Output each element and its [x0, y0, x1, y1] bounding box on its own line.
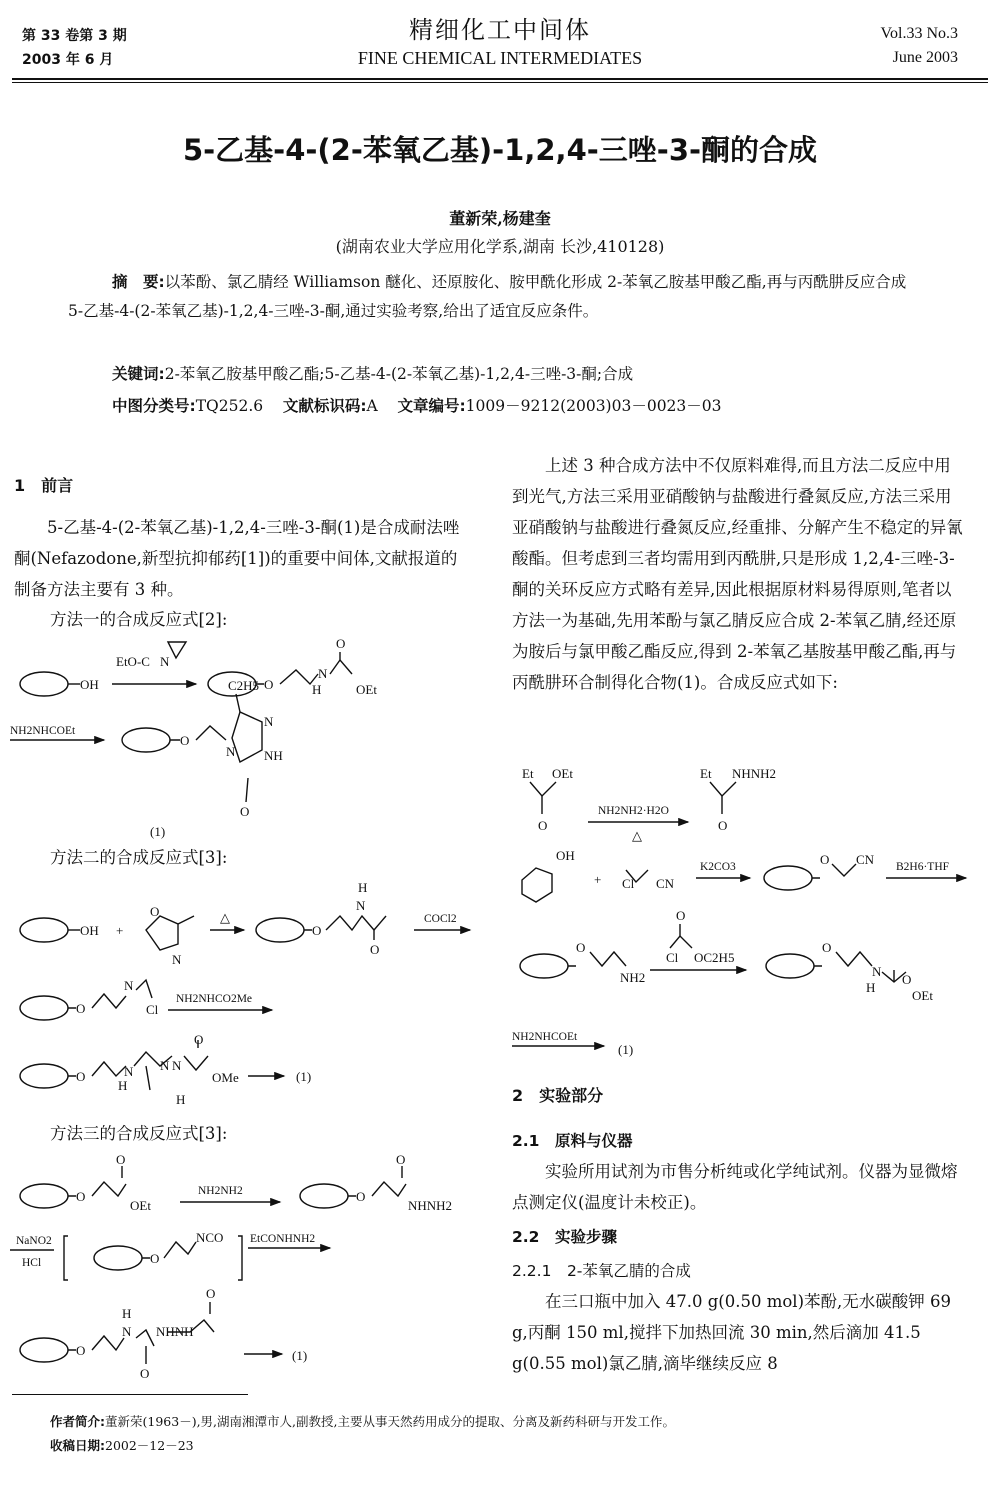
section-2-2-heading: 2.2 实验步骤 — [512, 1228, 617, 1246]
paper-authors: 董新荣,杨建奎 — [449, 209, 551, 228]
issue-vol-cn: 第 33 卷第 3 期 — [22, 28, 127, 44]
method-3-label: 方法三的合成反应式[3]: — [50, 1124, 228, 1143]
scheme-r-oet-2: OEt — [912, 988, 933, 1003]
scheme-compound-1: (1) — [150, 824, 166, 839]
scheme-nhnh: NHNH — [156, 1324, 194, 1339]
scheme-o-8: O — [150, 1251, 160, 1266]
scheme-o-5: O — [76, 1069, 86, 1084]
section-2-2-1-heading: 2.2.1 2-苯氧乙腈的合成 — [512, 1262, 691, 1280]
scheme-o-carbonyl-1: O — [336, 636, 346, 651]
scheme-reagent-nano2: NaNO2 — [16, 1235, 52, 1247]
scheme-r-plus: + — [594, 872, 602, 887]
keywords — [112, 362, 633, 384]
scheme-reagent-cocl2: COCl2 — [424, 913, 457, 925]
scheme-o-carbonyl-4: O — [116, 1152, 126, 1167]
method-1-label: 方法一的合成反应式[2]: — [50, 610, 228, 629]
scheme-oh-1: OH — [80, 677, 99, 692]
scheme-r-cl-1: Cl — [622, 876, 635, 891]
reaction-scheme-right — [500, 760, 980, 1070]
scheme-n-1: N — [318, 666, 328, 681]
scheme-reagent-etconhnh2: EtCONHNH2 — [250, 1233, 316, 1245]
scheme-o-7: O — [356, 1189, 366, 1204]
paper-affiliation: (湖南农业大学应用化学系,湖南 长沙,410128) — [335, 237, 665, 256]
journal-title-block — [300, 14, 700, 70]
received-date-label: 收稿日期: — [50, 1438, 105, 1453]
scheme-n-7: N — [122, 1324, 132, 1339]
scheme-reagent-hcl: HCl — [22, 1257, 42, 1269]
scheme-o-carbonyl-2: O — [370, 942, 380, 957]
journal-issue-right — [881, 22, 959, 70]
abstract — [68, 268, 908, 326]
scheme-r-compound-1: (1) — [618, 1042, 634, 1057]
scheme-compound-1c: (1) — [292, 1348, 308, 1363]
classification — [112, 394, 722, 416]
scheme-n-2: N — [356, 898, 366, 913]
received-date — [50, 1434, 675, 1458]
materials-paragraph: 实验所用试剂为市售分析纯或化学纯试剂。仪器为显微熔点测定仪(温度计未校正)。 — [512, 1162, 958, 1212]
author-note — [50, 1410, 675, 1434]
scheme-h-2: H — [358, 880, 368, 895]
scheme-o-4: O — [76, 1001, 86, 1016]
scheme-h-5: H — [122, 1306, 132, 1321]
scheme-n-3: N — [124, 978, 134, 993]
scheme-nh-ring: NH — [264, 748, 283, 763]
doc-code-label: 文献标识码: — [282, 397, 367, 415]
scheme-r-nh2: NH2 — [620, 970, 646, 985]
intro-paragraph: 5-乙基-4-(2-苯氧乙基)-1,2,4-三唑-3-酮(1)是合成耐法唑酮(Nefazodone,新型抗抑郁药[1])的重要中间体,文献报道的制备方法主要有 3 种。 — [14, 518, 460, 599]
scheme-r-oh: OH — [556, 848, 575, 863]
section-2-1-heading: 2.1 原料与仪器 — [512, 1132, 633, 1150]
scheme-delta-1: △ — [220, 910, 230, 925]
scheme-r-n: N — [872, 964, 882, 979]
journal-name-cn: 精细化工中间体 — [409, 16, 591, 44]
scheme-n-ring-1: N — [264, 714, 274, 729]
issue-vol-en: Vol.33 No.3 — [880, 25, 958, 42]
scheme-o-oxazoline: O — [150, 904, 160, 919]
scheme-n-5: N — [160, 1058, 170, 1073]
abstract-text: 以苯酚、氯乙腈经 Williamson 醚化、还原胺化、胺甲酰化形成 2-苯氧乙胺基甲酸乙酯,再与丙酰肼反应合成 5-乙基-4-(2-苯氧乙基)-1,2,4-三唑-3-酮,通过实验考察,给出了适宜反应条件。 — [68, 273, 907, 320]
scheme-r-o-carbonyl: O — [676, 908, 686, 923]
keywords-text: 2-苯氧乙胺基甲酸乙酯;5-乙基-4-(2-苯氧乙基)-1,2,4-三唑-3-酮;合成 — [164, 365, 634, 383]
keywords-label: 关键词: — [112, 365, 165, 383]
scheme-h-3: H — [118, 1078, 128, 1093]
scheme-r-h: H — [866, 980, 876, 995]
scheme-r-nhnh2: NHNH2 — [732, 766, 777, 781]
scheme-oet-1: OEt — [356, 682, 377, 697]
author-note-label: 作者简介: — [50, 1414, 105, 1429]
scheme-o-carbonyl-7: O — [206, 1286, 216, 1301]
scheme-o-3: O — [312, 923, 322, 938]
scheme-o-carbonyl-6: O — [140, 1366, 150, 1381]
scheme-plus-1: + — [116, 923, 124, 938]
scheme-o-9: O — [76, 1343, 86, 1358]
footnote — [50, 1410, 675, 1458]
footnote-rule — [12, 1394, 248, 1395]
scheme-compound-1b: (1) — [296, 1069, 312, 1084]
scheme-r-cl-2: Cl — [666, 950, 679, 965]
scheme-r-o-3: O — [820, 852, 830, 867]
scheme-oh-2: OH — [80, 923, 99, 938]
header-rule — [12, 78, 988, 80]
scheme-r-oc2h5: OC2H5 — [694, 950, 735, 965]
scheme-nhnh2: NHNH2 — [408, 1198, 453, 1213]
article-no-value: 1009－9212(2003)03－0023－03 — [465, 397, 722, 415]
scheme-r-b2h6: B2H6·THF — [896, 861, 950, 873]
scheme-n-aziridine: N — [160, 654, 170, 669]
scheme-etoc: EtO-C — [116, 654, 150, 669]
scheme-c2h5: C2H5 — [228, 678, 260, 693]
author-note-text: 董新荣(1963－),男,湖南湘潭市人,副教授,主要从事天然药用成分的提取、分离及新药科研与开发工作。 — [105, 1414, 675, 1429]
scheme-nco: NCO — [196, 1230, 224, 1245]
scheme-reagent-nh2nhcooet-1: NH2NHCOEt — [10, 725, 76, 737]
scheme-r-et-1: Et — [522, 766, 534, 781]
scheme-r-oet: OEt — [552, 766, 573, 781]
scheme-n-4: N — [124, 1064, 134, 1079]
article-no-label: 文章编号: — [397, 397, 466, 415]
method-2-label: 方法二的合成反应式[3]: — [50, 848, 228, 867]
scheme-r-o-1: O — [538, 818, 548, 833]
scheme-reagent-nh2nhco2me: NH2NHCO2Me — [176, 993, 253, 1005]
doc-code-value: A — [366, 397, 378, 415]
reaction-schemes-left — [0, 630, 500, 1390]
issue-date-en: June 2003 — [892, 49, 958, 66]
scheme-o-1: O — [264, 677, 274, 692]
scheme-r-cn-1: CN — [656, 876, 675, 891]
scheme-r-k2co3: K2CO3 — [700, 861, 736, 873]
abstract-label: 摘 要: — [112, 273, 165, 291]
scheme-r-delta: △ — [632, 828, 642, 843]
scheme-n-oxazoline: N — [172, 952, 182, 967]
received-date-value: 2002－12－23 — [105, 1438, 194, 1453]
scheme-n-ring-2: N — [226, 744, 236, 759]
header-rule-thin — [12, 82, 988, 83]
scheme-n-6: N — [172, 1058, 182, 1073]
scheme-r-cn-2: CN — [856, 852, 875, 867]
scheme-r-o-4: O — [576, 940, 586, 955]
issue-date-cn: 2003 年 6 月 — [22, 52, 114, 68]
scheme-h-4: H — [176, 1092, 186, 1107]
scheme-r-et-2: Et — [700, 766, 712, 781]
scheme-o-ring: O — [240, 804, 250, 819]
paper-title: 5-乙基-4-(2-苯氧乙基)-1,2,4-三唑-3-酮的合成 — [182, 133, 818, 167]
discussion-paragraph: 上述 3 种合成方法中不仅原料难得,而且方法二反应中用到光气,方法三采用亚硝酸钠与盐酸进行叠氮反应,方法三采用亚硝酸钠与盐酸进行叠氮反应,经重排、分解产生不稳定的异氰酸酯。但考虑到三者均需用到丙酰肼,只是形成 1,2,4-三唑-3-酮的关环反应方式略有差异,因此根据原材料易得原则,笔者以方法一为基础,先用苯酚与氯乙腈反应合成 2-苯氧乙腈,经还原为胺后与氯甲酸乙酯反应,得到 2-苯氧乙基胺基甲酸乙酯,再与丙酰肼环合制得化合物(1)。合成反应式如下: — [512, 456, 963, 692]
scheme-reagent-nh2nh2: NH2NH2 — [198, 1185, 243, 1197]
scheme-r-nh2nhcooet: NH2NHCOEt — [512, 1031, 578, 1043]
scheme-o-carbonyl-5: O — [396, 1152, 406, 1167]
scheme-h-1: H — [312, 682, 322, 697]
journal-name-en: FINE CHEMICAL INTERMEDIATES — [357, 48, 643, 68]
scheme-ome: OMe — [212, 1070, 239, 1085]
section-1-heading: 1 前言 — [14, 476, 74, 495]
scheme-o-carbonyl-3: O — [194, 1032, 204, 1047]
procedure-paragraph: 在三口瓶中加入 47.0 g(0.50 mol)苯酚,无水碳酸钾 69 g,丙酮 150 ml,搅拌下加热回流 30 min,然后滴加 41.5 g(0.55 mol)氯乙腈,滴毕继续反应 8 — [512, 1292, 951, 1373]
journal-issue-left — [22, 24, 127, 72]
scheme-oet-2: OEt — [130, 1198, 151, 1213]
scheme-r-hydrazine: NH2NH2·H2O — [598, 805, 669, 817]
section-2-heading: 2 实验部分 — [512, 1086, 604, 1105]
scheme-r-o-5: O — [822, 940, 832, 955]
scheme-o-2: O — [180, 733, 190, 748]
scheme-r-o-carbonyl-2: O — [902, 972, 912, 987]
scheme-r-o-2: O — [718, 818, 728, 833]
scheme-cl-1: Cl — [146, 1002, 159, 1017]
clc-label: 中图分类号: — [112, 397, 196, 415]
clc-value: TQ252.6 — [195, 397, 264, 415]
scheme-o-6: O — [76, 1189, 86, 1204]
